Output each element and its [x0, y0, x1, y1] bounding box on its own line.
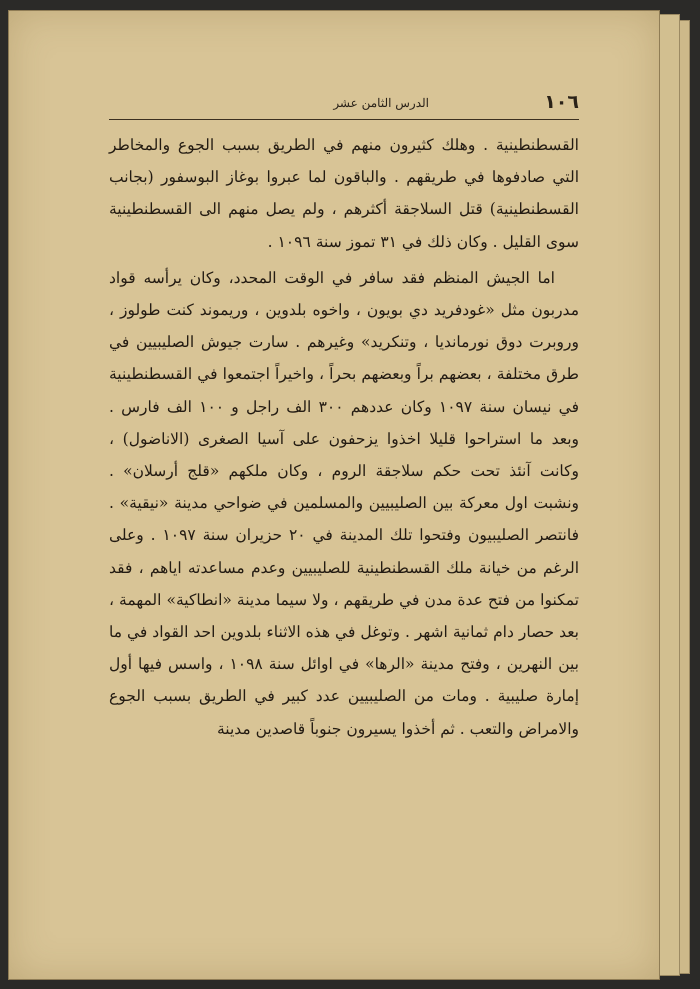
- paragraph: القسطنطينية . وهلك كثيرون منهم في الطريق بسبب الجوع والمخاطر التي صادفوها في طريقهم . والباقون لما عبروا بوغاز البوسفور (بجانب القسطنطينية) قتل السلاجقة أكثرهم ، ولم يصل منهم الى القسطنطينية سوى القليل . وكان ذلك في ٣١ تموز سنة ١٠٩٦ .: [109, 136, 579, 251]
- chapter-title: الدرس الثامن عشر: [333, 96, 429, 110]
- book-page: [8, 10, 660, 980]
- paragraph: اما الجيش المنظم فقد سافر في الوقت المحدد، وكان يرأسه قواد مدربون مثل «غودفريد دي بويون ، واخوه بلدوين ، وريموند كنت طولوز ، وروبرت دوق نورماندیا ، وتنكريد» وغيرهم . سارت جيوش الصليبيين في طرق مختلفة ، بعضهم براً وبعضهم بحراً ، واخيراً اجتمعوا في القسطنطينية في نيسان سنة ١٠٩٧ وكان عددهم ٣٠٠ الف راجل و ١٠٠ الف فارس . وبعد ما استراحوا قليلا اخذوا يزحفون على آسيا الصغرى (الاناضول) ، وكانت آنئذ تحت حكم سلاجقة الروم ، وكان ملكهم «قلج أرسلان» . ونشبت اول معركة بين الصليبيين والمسلمين في ضواحي مدينة «نيقية» . فانتصر الصليبيون وفتحوا تلك المدينة في ٢٠ حزيران سنة ١٠٩٧ . وعلى الرغم من خيانة ملك القسطنطينية للصليبيين وعدم مساعدته اياهم ، فقد تمكنوا من فتح عدة مدن في طريقهم ، ولا سيما مدينة «انطاكية» المهمة ، بعد حصار دام ثمانية اشهر . وتوغل في هذه الاثناء بلدوين احد القواد في ما بين النهرين ، وفتح مدينة «الرها» في اوائل سنة ١٠٩٨ ، واسس فيها أول إمارة صليبية . ومات من الصليبيين عدد كبير في الطريق بسبب الجوع والامراض والتعب . ثم أخذوا يسيرون جنوباً قاصدين مدينة: [109, 268, 579, 738]
- page-number: ١٠٦: [544, 91, 579, 113]
- body-text: [109, 129, 579, 745]
- book-page-stack: [8, 10, 692, 982]
- page-header: [109, 91, 579, 120]
